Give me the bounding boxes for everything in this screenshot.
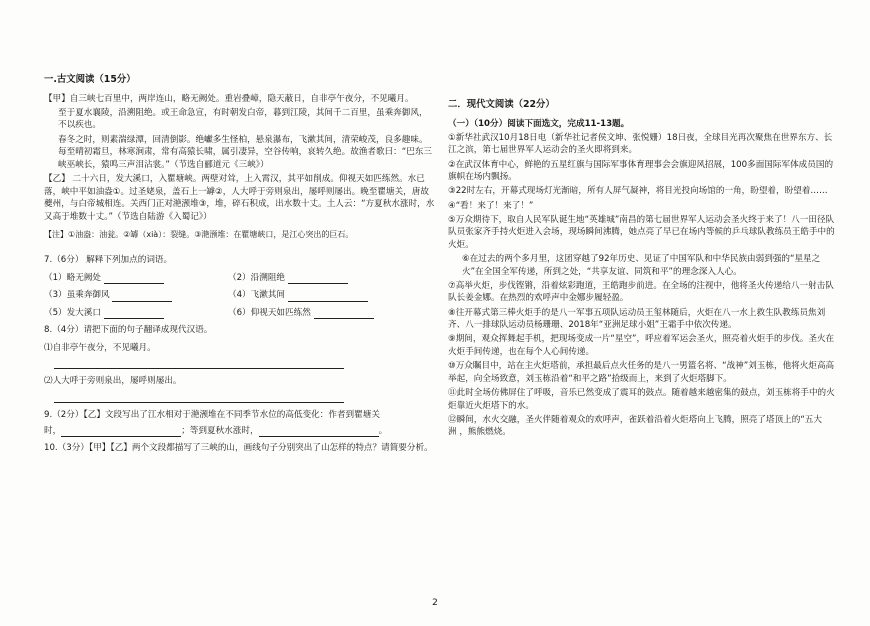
question-10: 10.（3分）【甲】【乙】两个文段都描写了三峡的山，画线句子分别突出了山怎样的特点？请简要分析。	[44, 443, 433, 454]
passage-jia-p3: 春冬之时，则素湍绿潭，回清倒影。绝巘多生怪柏，悬泉瀑布，飞漱其间，清荣峻茂，良多趣味。每至晴初霜旦，林寒涧肃，常有高猿长啸，属引凄异，空谷传响，哀转久绝。故渔者歌曰：“巴东三峡巫峡长，猿鸣三声泪沾裳。”（节选自郦道元《三峡》）	[58, 134, 432, 170]
subsection1-title: （一）（10分）阅读下面选文，完成11-13题。	[448, 118, 630, 129]
left-column	[44, 74, 436, 460]
q9-text-c: 。	[378, 425, 388, 436]
section1-title: 一.古文阅读（15分）	[44, 74, 136, 85]
answer-blank[interactable]	[112, 292, 172, 302]
article-p7: ⑦高举火炬，步伐铿锵，沿着炫彩跑道，王皓跑步前进。在全场的注视中，他将圣火传递给八一射击队队长姜金娜。在热烈的欢呼声中金娜步履轻盈。	[448, 280, 834, 304]
q9-text-a: 时，	[44, 425, 62, 436]
q7-row-3	[44, 307, 436, 320]
article-p10: ⑩万众瞩目中，站在主火炬塔前，承担最后点火任务的是八一男篮名将、“战神”刘玉栋，他将火炬高高举起，向全场致意，刘玉栋沿着“和平之路”拾级而上，来到了火炬塔脚下。	[448, 361, 835, 384]
answer-blank[interactable]	[104, 274, 164, 284]
q7-item-3: （3）虽乘奔御风	[44, 290, 110, 301]
question-8: 8.（4分）请把下面的句子翻译成现代汉语。	[44, 325, 213, 336]
answer-line[interactable]	[54, 394, 344, 403]
article-p4: ④“看！来了！来了！”	[448, 200, 534, 211]
article-p8: ⑧往开幕式第三棒火炬手的是八一军事五项队运动员王玺林随后，火炬在八一水上救生队教练员焦刘齐、八一排球队运动员杨珊珊、2018年“亚洲足球小姐”王霜手中依次传递。	[448, 307, 826, 331]
q8-sentence-1: ⑴自非亭午夜分，不见曦月。	[44, 342, 156, 353]
right-column	[448, 99, 840, 441]
q7-row-1	[44, 272, 436, 285]
section2-title: 二．现代文阅读（22分）	[448, 99, 555, 110]
footnote: 【注】①油盎：油瓮。②罅（xià）：裂缝。③滟滪堆：在瞿塘峡口，是江心突出的巨石。	[44, 230, 354, 240]
passage-jia-p1: 【甲】自三峡七百里中，两岸连山，略无阙处。重岩叠嶂，隐天蔽日，自非亭午夜分，不见曦月。	[44, 93, 414, 104]
answer-blank[interactable]	[104, 309, 164, 319]
article-p11: ⑪此时全场仿佛屏住了呼吸，音乐已然变成了震耳的鼓点。随着越来越密集的鼓点，刘玉栋将手中的火炬靠近火炬塔下的水。	[448, 388, 835, 411]
passage-yi: 【乙】 二十六日，发大溪口，入瞿塘峡。两壁对耸，上入霄汉，其平如削成。仰视天如匹练然。水已落，峡中平如油盎①。过圣姥泉，盖石上一罅②，人大呼于旁则泉出，屡呼则屡出。晚至瞿塘关，唐故夔州，与白帝城相连。关西门正对滟滪堆③，堆，碎石积成，出水数十丈。土人云：“方夏秋水涨时，水又高于堆数十丈。”（节选自陆游《入蜀记》）	[44, 173, 435, 222]
article-p2: ②在武汉体育中心，鲜艳的五星红旗与国际军事体育理事会会旗迎风招展，100多面国际军体成员国的旗帜在场内飘扬。	[448, 159, 834, 183]
q7-item-5: （5）发大溪口	[44, 307, 102, 318]
article-p9: ⑨期间，观众挥舞起手机，把现场变成一片“星空”，呼应着军运会圣火，照亮着火炬手的步伐。圣火在火炬手间传递，也在每个人心间传递。	[448, 334, 835, 358]
passage-jia-p2: 至于夏水襄陵，沿溯阻绝。或王命急宣，有时朝发白帝，暮到江陵，其间千二百里，虽乘奔御风，不以疾也。	[58, 107, 428, 131]
q8-sentence-2: ⑵人大呼于旁则泉出，屡呼则屡出。	[44, 376, 182, 387]
q7-item-6: （6）仰视天如匹练然	[228, 307, 311, 318]
article-p12-end: 洲 ，熊熊燃烧。	[448, 427, 511, 438]
answer-blank[interactable]	[61, 427, 181, 437]
question-7: 7.（6分） 解释下列加点的词语。	[44, 254, 173, 265]
article-p1: ①新华社武汉10月18日电（新华社记者侯文坤、张悦姗）18日夜，全球目光再次聚焦在世界东方、长江之滨，第七届世界军人运动会的圣火即将到来。	[448, 132, 833, 156]
page-number: 2	[432, 598, 438, 608]
q9-text-b: ；等到夏秋水涨时，	[181, 425, 259, 436]
answer-line[interactable]	[54, 360, 344, 369]
question-9: 9.（2分）【乙】文段写出了江水相对于滟滪堆在不同季节水位的高低变化：作者到瞿塘关	[44, 410, 380, 421]
question-9-blanks	[44, 425, 436, 438]
answer-blank[interactable]	[314, 309, 374, 319]
article-p3: ③22时左右，开幕式现场灯光渐暗，所有人屏气凝神，将目光投向场馆的一角，盼望着，盼望着……	[448, 186, 828, 197]
article-p6: ⑥在过去的两个多月里，这团穿越了92年历史、见证了中国军队和中华民族由弱到强的“星星之火”在全国全军传递，所到之处，“共享友谊、同筑和平”的理念深入人心。	[462, 254, 821, 277]
q7-row-2	[44, 289, 436, 302]
answer-blank[interactable]	[288, 274, 348, 284]
q7-item-4: （4）飞漱其间	[228, 290, 286, 301]
answer-blank[interactable]	[288, 292, 368, 302]
q7-item-1: （1）略无阙处	[44, 272, 102, 283]
article-p12: ⑫瞬间，水火交融，圣火伴随着观众的欢呼声，雀跃着沿着火炬塔向上飞腾，照亮了塔顶上的“五大	[448, 414, 822, 425]
answer-blank[interactable]	[259, 427, 379, 437]
article-p5: ⑤万众期待下，取自人民军队诞生地“英雄城”南昌的第七届世界军人运动会圣火终于来了！八一田径队队员张家齐手持火炬进入会场，现场瞬间沸腾，她点亮了早已在场内等候的乒乓球队教练员王皓手中的火炬。	[448, 214, 835, 250]
q7-item-2: （2）沿溯阻绝	[228, 272, 286, 283]
